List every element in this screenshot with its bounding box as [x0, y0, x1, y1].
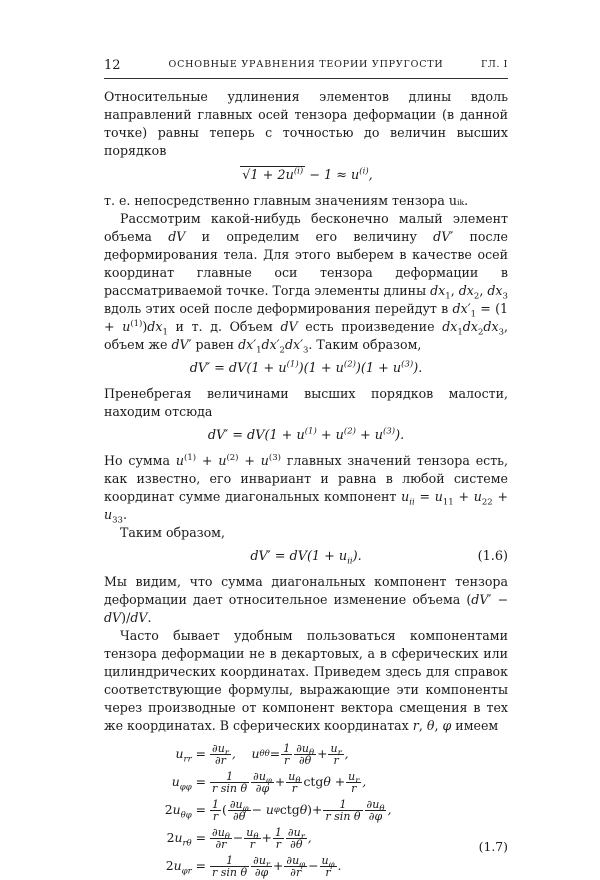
paragraph-5: Но сумма $u^{(1)} + u^{(2)} + u^{(3)}$ главных значений тензора есть, как известно, его инвариант и равна в любой системе координат сумме диагональных компонент $u_{ii} = u_{11} + u_{22} + u_{33}$.	[104, 452, 509, 526]
eq-row-rth: $2u_{r\theta}$ = $\frac{\partial u_\theta}{\partial r}$ − $\frac{u_\theta}{r}$ + $\frac{1}{r}$ $\frac{\partial u_r}{\partial\theta}$ ,	[166, 825, 312, 851]
eq-row-rr-thth: $u_{rr}$ = $\frac{\partial u_r}{\partial r}$ , u θθ = $\frac{1}{r}$ $\frac{\partial u_\theta}{\partial\theta}$ + $\frac{u_r}{r}$ ,	[175, 741, 349, 767]
paragraph-4: Пренебрегая величинами высших порядков малости, находим отсюда	[104, 386, 508, 419]
equation-product: $dV' = dV(1 + u^{(1)})(1 + u^{(2)})(1 + u^{(3)})$.	[189, 359, 423, 376]
running-title: ОСНОВНЫЕ УРАВНЕНИЯ ТЕОРИИ УПРУГОСТИ	[168, 59, 444, 70]
paragraph-8: Часто бывает удобным пользоваться компонентами тензора деформации не в декартовых, а в сферических или цилиндрических координатах. Приведем здесь для справок соответствующие формулы, выражающие эти компоненты через производные от компонент вектора смещения в тех же координатах. В сферических координатах r, θ, φ имеем	[104, 628, 508, 733]
paragraph-7: Мы видим, что сумма диагональных компонент тензора деформации дает относительное изменение объема (dV′ − dV)/dV.	[104, 574, 508, 625]
equation-number-1-6: (1.6)	[477, 549, 508, 564]
equation-system-1-7	[104, 740, 508, 880]
eq-row-phph: $u_{\varphi\varphi}$ = $\frac{1}{\text{r sin θ}}$ $\frac{\partial u_\varphi}{\partial\varphi}$ + $\frac{u_\theta}{r}$ ctg θ + $\frac{u_r}{r}$ ,	[171, 769, 367, 795]
paragraph-1: Относительные удлинения элементов длины вдоль направлений главных осей тензора деформации (в данной точке) равны теперь с точностью до величин высших порядков	[104, 89, 508, 158]
equation-number-1-7: (1.7)	[478, 839, 508, 854]
running-header	[104, 58, 508, 76]
page-number: 12	[104, 58, 121, 73]
header-rule	[104, 78, 508, 79]
paragraph-2: т. е. непосредственно главным значениям тензора uᵢₖ.	[104, 193, 469, 208]
chapter-label: ГЛ. I	[480, 59, 508, 70]
equation-sqrt: $√1 + 2u^{(i)} - 1 \approx u^{(i)}$,	[242, 166, 373, 183]
paragraph-6: Таким образом,	[120, 525, 225, 540]
page-body	[104, 88, 508, 880]
equation-sum: $dV' = dV(1 + u^{(1)} + u^{(2)} + u^{(3)})$.	[207, 426, 405, 443]
paragraph-3: Рассмотрим какой-нибудь бесконечно малый элемент объема dV и определим его величину dV′ после деформирования тела. Для этого выберем в качестве осей координат главные оси тензора деформации в рассматриваемой точке. Тогда элементы длины $dx_1$, $dx_2$, $dx_3$ вдоль этих осей после деформирования перейдут в $dx'_1 = (1 + u^{(1)})dx_1$ и т. д. Объем dV есть произведение $dx_1dx_2dx_3$, объем же dV′ равен $dx'_1dx'_2dx'_3$. Таким образом,	[104, 211, 509, 356]
eq-row-thph: $2u_{\theta\varphi}$ = $\frac{1}{r}$ ( $\frac{\partial u_\varphi}{\partial\theta}$ − u φ ctg θ ) + $\frac{1}{\text{r sin θ}}$ $\frac{\partial u_\theta}{\partial\varphi}$ ,	[164, 797, 392, 823]
equation-1-6: $dV' = dV(1 + u_{ii})$. (1.6)	[250, 549, 508, 567]
eq-row-phr: $2u_{\varphi r}$ = $\frac{1}{\text{r sin θ}}$ $\frac{\partial u_r}{\partial\varphi}$ + $\frac{\partial u_\varphi}{\partial r}$ − $\frac{u_\varphi}{r}$ .	[165, 853, 342, 879]
